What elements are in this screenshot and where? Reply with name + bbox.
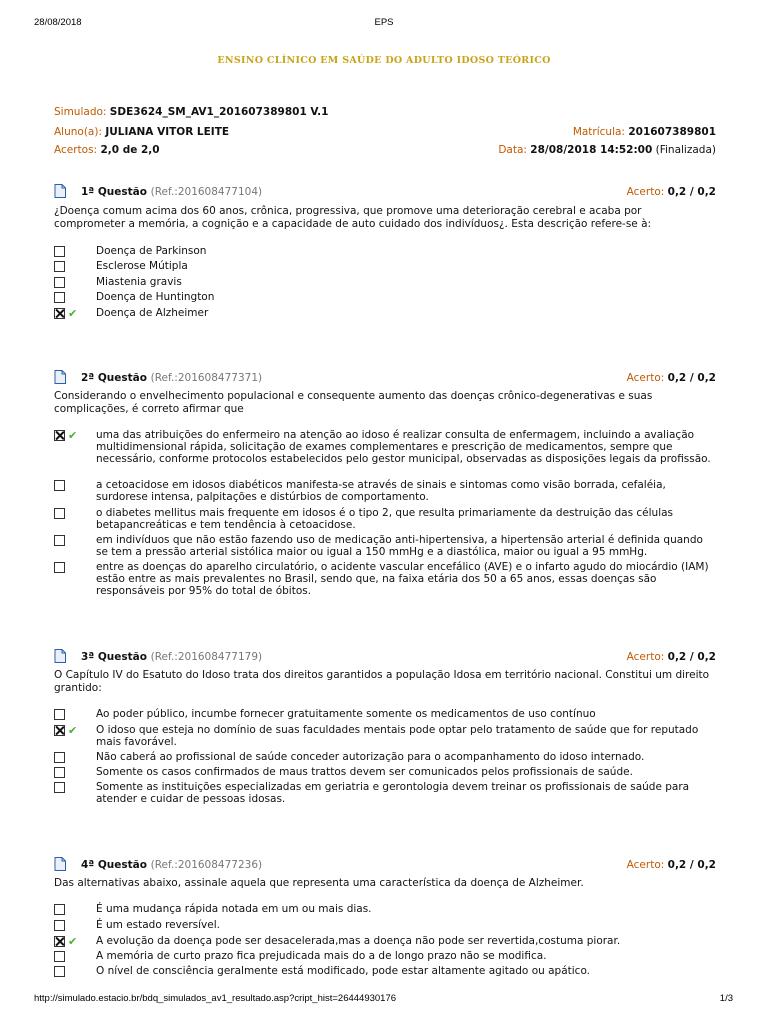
- acerto-score: [627, 859, 716, 871]
- acerto-value: 0,2 / 0,2: [667, 186, 716, 198]
- question-statement: Considerando o envelhecimento populacional e consequente aumento das doenças crônico-degenerativas e suas complicações, é correto afirmar que: [54, 390, 653, 415]
- document-icon: [54, 370, 66, 384]
- correct-check-icon: ✔: [68, 429, 78, 442]
- print-page-number: 1/3: [719, 993, 733, 1004]
- correct-check-icon: ✔: [68, 935, 78, 948]
- print-title: EPS: [374, 17, 394, 28]
- question-label: 4ª Questão: [81, 859, 147, 871]
- question-statement: ¿Doença comum acima dos 60 anos, crônica, progressiva, que promove uma deterioração cerebral e acaba por comprometer a memória, a cognição e a capacidade de auto cuidado dos indivíduos¿. Esta descrição refere-se à:: [54, 205, 652, 230]
- print-url: http://simulado.estacio.br/bdq_simulados_av1_resultado.asp?cript_hist=26444930176: [34, 993, 397, 1004]
- acerto-score: [627, 651, 716, 663]
- question-header: [54, 857, 716, 873]
- question-number: [81, 372, 262, 384]
- aluno-row: [54, 126, 716, 140]
- question-ref: (Ref.:201608477371): [150, 372, 263, 384]
- checkbox[interactable]: [54, 752, 65, 763]
- question-statement: O Capítulo IV do Esatuto do Idoso trata dos direitos garantidos a população Idosa em território nacional. Constitui um direito grantido:: [54, 669, 710, 694]
- question-number: [81, 651, 262, 663]
- option-text: Doença de Parkinson: [96, 245, 207, 257]
- checkbox[interactable]: [54, 246, 65, 257]
- acerto-value: 0,2 / 0,2: [667, 859, 716, 871]
- document-icon: [54, 857, 66, 871]
- option-text: É um estado reversível.: [96, 919, 220, 931]
- checkbox[interactable]: [54, 920, 65, 931]
- option-text: A evolução da doença pode ser desacelerada,mas a doença não pode ser revertida,costuma piorar.: [96, 935, 621, 947]
- option-text: Somente os casos confirmados de maus trattos devem ser comunicados pelos profissionais de saúde.: [96, 766, 633, 778]
- acerto-score: [627, 372, 716, 384]
- question-header: [54, 370, 716, 386]
- option-text: É uma mudança rápida notada em um ou mais dias.: [96, 903, 372, 915]
- option-text: uma das atribuições do enfermeiro na atenção ao idoso é realizar consulta de enfermagem, incluindo a avaliação multidimensional rápida, solicitação de exames complementares e prescrição de medicamentos, sempre que necessário, conforme protocolos estabelecidos pelo gestor municipal, observadas as disposições legais da profissão.: [96, 429, 711, 465]
- option-text: Doença de Huntington: [96, 291, 215, 303]
- aluno-label: Aluno(a):: [54, 126, 102, 138]
- data-status: (Finalizada): [655, 144, 716, 156]
- question-number: [81, 186, 262, 198]
- checkbox[interactable]: [54, 709, 65, 720]
- matricula-label: Matrícula:: [572, 126, 625, 138]
- acerto-score: [627, 186, 716, 198]
- option-text: Doença de Alzheimer: [96, 307, 209, 319]
- acerto-label: Acerto:: [626, 186, 665, 198]
- checkbox[interactable]: [54, 261, 65, 272]
- question-header: [54, 649, 716, 665]
- question-ref: (Ref.:201608477179): [150, 651, 263, 663]
- checkbox[interactable]: [54, 277, 65, 288]
- acerto-label: Acerto:: [626, 651, 665, 663]
- question-ref: (Ref.:201608477236): [150, 859, 263, 871]
- data-label: Data:: [498, 144, 527, 156]
- page-title: ENSINO CLÍNICO EM SAÚDE DO ADULTO IDOSO TEÓRICO: [217, 55, 551, 66]
- simulado-value: SDE3624_SM_AV1_201607389801 V.1: [109, 106, 329, 118]
- checkbox[interactable]: [54, 782, 65, 793]
- checkbox[interactable]: [54, 480, 65, 491]
- checked-checkbox[interactable]: [54, 308, 65, 319]
- checkbox[interactable]: [54, 508, 65, 519]
- checked-checkbox[interactable]: [54, 430, 65, 441]
- correct-check-icon: ✔: [68, 724, 78, 737]
- checkbox[interactable]: [54, 292, 65, 303]
- option-text: O nível de consciência geralmente está modificado, pode estar altamente agitado ou apático.: [96, 965, 591, 977]
- question-label: 1ª Questão: [81, 186, 147, 198]
- option-text: Somente as instituições especializadas em geriatria e gerontologia devem treinar os profissionais de saúde para atender e cuidar de pessoas idosas.: [96, 781, 690, 805]
- simulado-label: Simulado:: [54, 106, 107, 118]
- data-value: 28/08/2018 14:52:00: [530, 144, 653, 156]
- checkbox[interactable]: [54, 562, 65, 573]
- checked-checkbox[interactable]: [54, 725, 65, 736]
- option-text: a cetoacidose em idosos diabéticos manifesta-se através de sinais e sintomas como visão borrada, cefaléia, surdorese intensa, palpitações e distúrbios de comportamento.: [96, 479, 666, 503]
- print-date: 28/08/2018: [34, 17, 82, 28]
- option-text: O idoso que esteja no domínio de suas faculdades mentais pode optar pelo tratamento de saúde que for reputado mais favorável.: [96, 724, 699, 748]
- acerto-value: 0,2 / 0,2: [667, 651, 716, 663]
- question-ref: (Ref.:201608477104): [150, 186, 263, 198]
- document-icon: [54, 649, 66, 663]
- checked-checkbox[interactable]: [54, 936, 65, 947]
- option-text: Miastenia gravis: [96, 276, 182, 288]
- question-statement: Das alternativas abaixo, assinale aquela que representa uma característica da doença de Alzheimer.: [54, 877, 584, 889]
- matricula-value: 201607389801: [628, 126, 716, 138]
- option-text: Esclerose Mútipla: [96, 260, 188, 272]
- document-icon: [54, 184, 66, 198]
- option-text: Ao poder público, incumbe fornecer gratuitamente somente os medicamentos de uso contínuo: [96, 708, 596, 720]
- acertos-value: 2,0 de 2,0: [100, 144, 160, 156]
- question-label: 3ª Questão: [81, 651, 147, 663]
- acertos-row: [54, 144, 716, 158]
- checkbox[interactable]: [54, 951, 65, 962]
- question-header: [54, 184, 716, 200]
- question-number: [81, 859, 262, 871]
- checkbox[interactable]: [54, 535, 65, 546]
- checkbox[interactable]: [54, 904, 65, 915]
- correct-check-icon: ✔: [68, 307, 78, 320]
- checkbox[interactable]: [54, 767, 65, 778]
- checkbox[interactable]: [54, 966, 65, 977]
- acerto-label: Acerto:: [626, 372, 665, 384]
- option-text: Não caberá ao profissional de saúde conceder autorização para o acompanhamento do idoso internado.: [96, 751, 645, 763]
- simulado-row: [54, 106, 716, 120]
- acerto-value: 0,2 / 0,2: [667, 372, 716, 384]
- question-label: 2ª Questão: [81, 372, 147, 384]
- option-text: A memória de curto prazo fica prejudicada mais do a de longo prazo não se modifica.: [96, 950, 547, 962]
- option-text: entre as doenças do aparelho circulatório, o acidente vascular encefálico (AVE) e o infarto agudo do miocárdio (IAM) estão entre as mais prevalentes no Brasil, sendo que, na faixa etária dos 50 a 65 anos, essas doenças são responsáveis por 95% do total de óbitos.: [96, 561, 709, 597]
- acertos-label: Acertos:: [54, 144, 98, 156]
- aluno-value: JULIANA VITOR LEITE: [105, 126, 230, 138]
- option-text: o diabetes mellitus mais frequente em idosos é o tipo 2, que resulta primariamente da destruição das células betapancreáticas e tem tendência à cetoacidose.: [96, 507, 674, 531]
- acerto-label: Acerto:: [626, 859, 665, 871]
- option-text: em indivíduos que não estão fazendo uso de medicação anti-hipertensiva, a hipertensão arterial é definida quando se tem a pressão arterial sistólica maior ou igual a 150 mmHg e a diastólica, maior ou igual a 95 mmHg.: [96, 534, 703, 558]
